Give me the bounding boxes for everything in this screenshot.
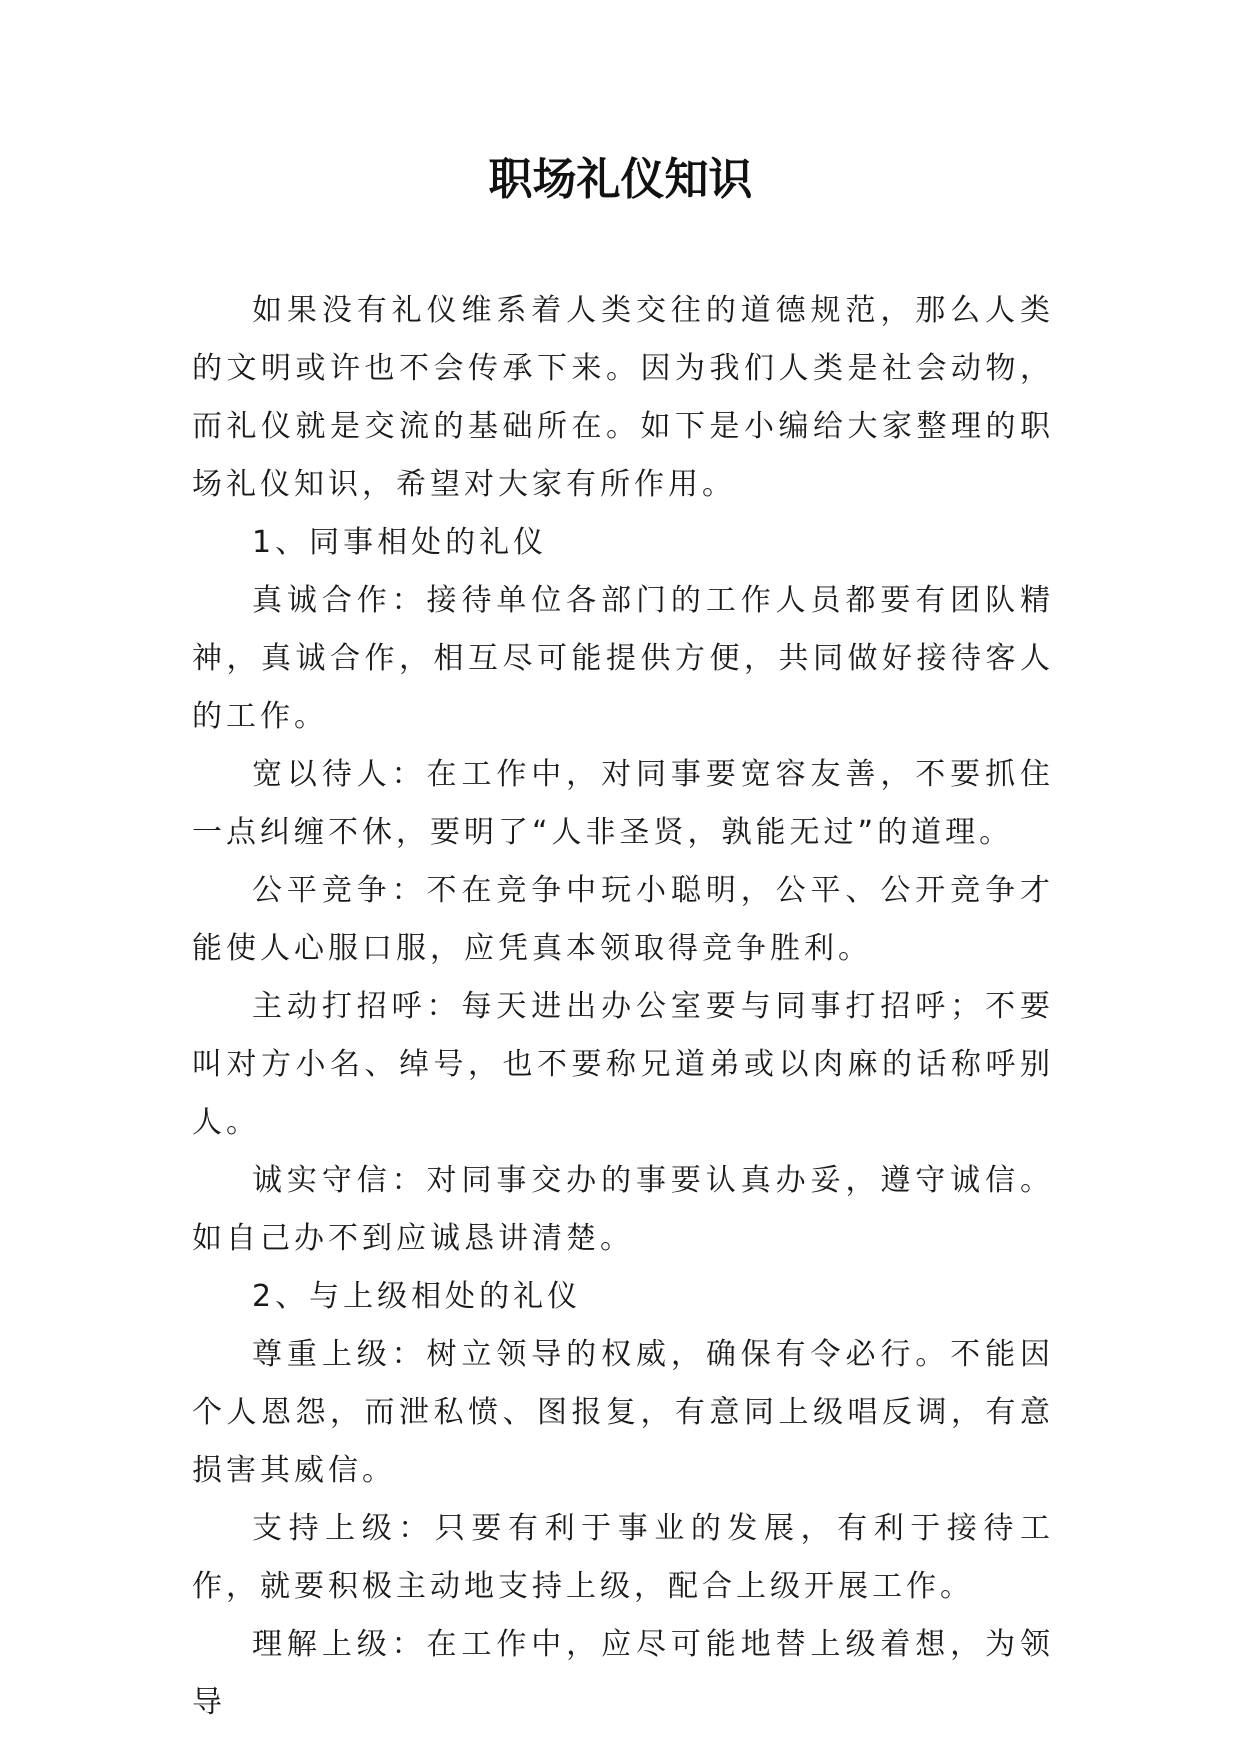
- paragraph-fair-competition: 公平竞争：不在竞争中玩小聪明，公平、公开竞争才能使人心服口服，应凭真本领取得竞争胜利。: [192, 873, 1054, 966]
- paragraph-sincere-cooperation: 真诚合作：接待单位各部门的工作人员都要有团队精神，真诚合作，相互尽可能提供方便，共同做好接待客人的工作。: [192, 583, 1054, 734]
- paragraph-support-superiors: 支持上级：只要有利于事业的发展，有利于接待工作，就要积极主动地支持上级，配合上级开展工作。: [192, 1511, 1054, 1604]
- paragraph-intro: 如果没有礼仪维系着人类交往的道德规范，那么人类的文明或许也不会传承下来。因为我们人类是社会动物，而礼仪就是交流的基础所在。如下是小编给大家整理的职场礼仪知识，希望对大家有所作用。: [192, 293, 1054, 502]
- paragraph-honesty: 诚实守信：对同事交办的事要认真办妥，遵守诚信。如自己办不到应诚恳讲清楚。: [192, 1163, 1054, 1256]
- document-title: 职场礼仪知识: [488, 154, 753, 205]
- section-heading-colleagues: 1、同事相处的礼仪: [252, 525, 548, 560]
- paragraph-respect-superiors: 尊重上级：树立领导的权威，确保有令必行。不能因个人恩怨，而泄私愤、图报复，有意同上级唱反调，有意损害其威信。: [192, 1337, 1054, 1488]
- paragraph-tolerance: 宽以待人：在工作中，对同事要宽容友善，不要抓住一点纠缠不休，要明了“人非圣贤，孰能无过”的道理。: [192, 757, 1054, 850]
- paragraph-understand-superiors: 理解上级：在工作中，应尽可能地替上级着想，为领导: [192, 1627, 1054, 1720]
- document-body: [192, 282, 1054, 1732]
- paragraph-greeting: 主动打招呼：每天进出办公室要与同事打招呼；不要叫对方小名、绰号，也不要称兄道弟或以肉麻的话称呼别人。: [192, 989, 1054, 1140]
- section-heading-superiors: 2、与上级相处的礼仪: [252, 1279, 582, 1314]
